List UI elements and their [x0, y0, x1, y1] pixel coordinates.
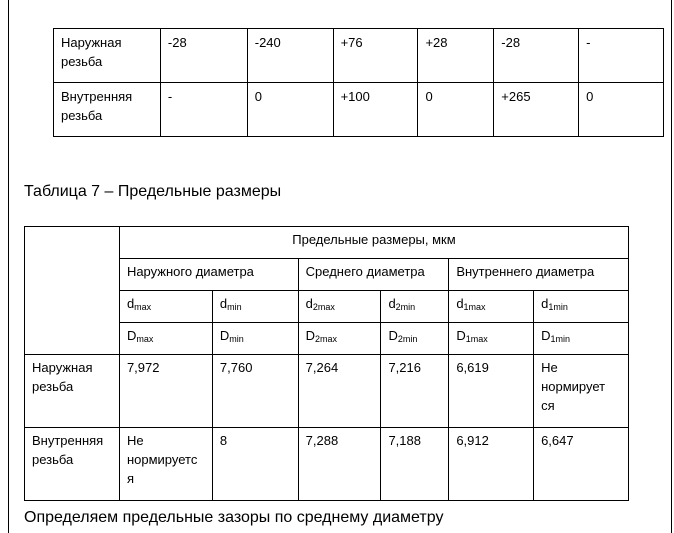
table-cell: Не нормируетс я: [119, 428, 212, 501]
frame-left-line: [8, 0, 9, 533]
frame-right-line: [671, 0, 672, 533]
table-cell: -28: [160, 29, 247, 83]
table-cell: 7,216: [381, 355, 449, 428]
table-cell: 6,619: [449, 355, 534, 428]
table-row: [25, 355, 629, 428]
limit-sizes-table: [24, 226, 629, 501]
table-cell: 8: [212, 428, 298, 501]
symbol-cell: $d_{2min}$: [381, 291, 449, 323]
table-cell: 7,264: [298, 355, 381, 428]
row-label: Внутренняя резьба: [54, 83, 161, 137]
empty-corner-cell: [25, 227, 120, 355]
table-cell: 7,188: [381, 428, 449, 501]
symbol-cell: $d_{1max}$: [449, 291, 534, 323]
table-row: [25, 428, 629, 501]
table-cell: 0: [579, 83, 664, 137]
group-header: Среднего диаметра: [298, 259, 449, 291]
symbol-cell: $D_{2max}$: [298, 323, 381, 355]
symbol-cell: $D_{max}$: [119, 323, 212, 355]
table-cell: 7,760: [212, 355, 298, 428]
table-cell: 6,647: [534, 428, 629, 501]
row-label: Внутренняя резьба: [25, 428, 120, 501]
group-header: Наружного диаметра: [119, 259, 298, 291]
symbol-cell: $D_{2min}$: [381, 323, 449, 355]
table-row: [25, 227, 629, 259]
table-header: Предельные размеры, мкм: [119, 227, 628, 259]
row-label: Наружная резьба: [25, 355, 120, 428]
symbol-cell: $D_{1min}$: [534, 323, 629, 355]
symbol-cell: $d_{2max}$: [298, 291, 381, 323]
table-cell: 0: [418, 83, 494, 137]
body-text: Определяем предельные зазоры по среднему диаметру: [24, 509, 444, 526]
row-label: Наружная резьба: [54, 29, 161, 83]
table-cell: 7,288: [298, 428, 381, 501]
table-cell: Не нормирует ся: [534, 355, 629, 428]
table-cell: -240: [247, 29, 333, 83]
group-header: Внутреннего диаметра: [449, 259, 629, 291]
table-row: [54, 83, 664, 137]
symbol-cell: $d_{1min}$: [534, 291, 629, 323]
table-cell: 0: [247, 83, 333, 137]
symbol-cell: $d_{min}$: [212, 291, 298, 323]
table-cell: +100: [333, 83, 418, 137]
tolerance-table: [53, 28, 664, 137]
table-cell: +28: [418, 29, 494, 83]
table-cell: -: [579, 29, 664, 83]
table-row: [54, 29, 664, 83]
table-cell: +265: [494, 83, 579, 137]
table-cell: 6,912: [449, 428, 534, 501]
table-cell: -: [160, 83, 247, 137]
table-caption: Таблица 7 – Предельные размеры: [24, 183, 282, 200]
table-cell: 7,972: [119, 355, 212, 428]
table-cell: -28: [494, 29, 579, 83]
table-cell: +76: [333, 29, 418, 83]
symbol-cell: $d_{max}$: [119, 291, 212, 323]
symbol-cell: $D_{1max}$: [449, 323, 534, 355]
symbol-cell: $D_{min}$: [212, 323, 298, 355]
